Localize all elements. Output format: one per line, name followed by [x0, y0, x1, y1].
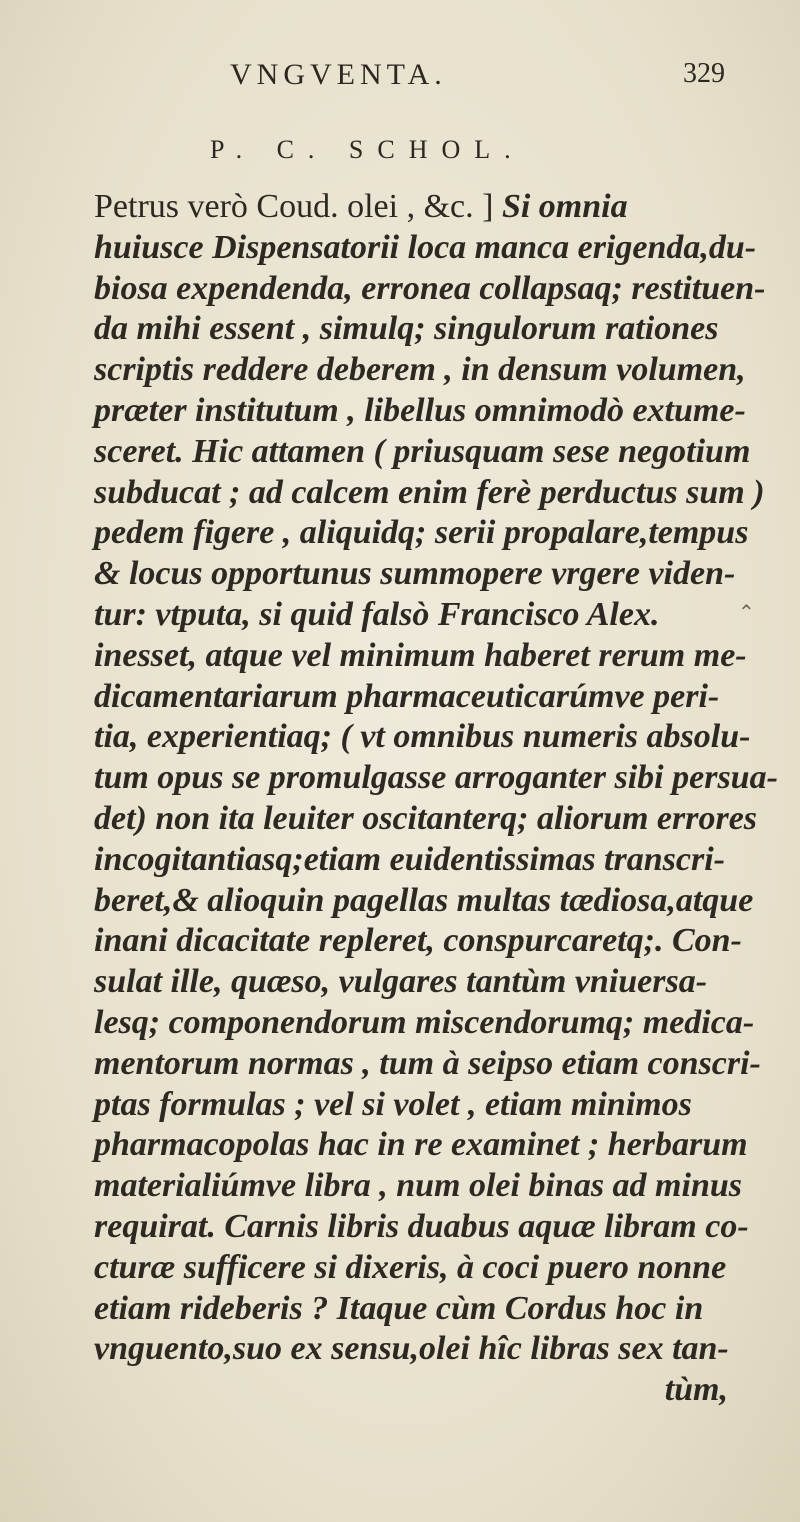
italic-text: tia, experientiaq; ( vt omnibus numeris absolu- [94, 718, 751, 756]
text-line [94, 269, 766, 310]
italic-text: requirat. Carnis libris duabus aquæ libram co- [94, 1207, 749, 1245]
text-line [94, 717, 751, 758]
italic-text: scriptis reddere deberem , in densum volumen, [94, 351, 746, 389]
text-line [94, 391, 746, 432]
italic-text: ptas formulas ; vel si volet , etiam minimos [94, 1085, 692, 1123]
italic-text: incogitantiasq;etiam euidentissimas transcri- [94, 840, 725, 878]
text-line [94, 1003, 755, 1044]
text-line [94, 1248, 734, 1289]
catchword: tùm, [664, 1371, 728, 1409]
text-line [94, 1166, 742, 1207]
text-line [94, 1329, 734, 1370]
text-line [94, 187, 734, 228]
italic-text: det) non ita leuiter oscitanterq; aliorum errores [94, 799, 758, 837]
italic-text: cturæ sufficere si dixeris, à coci puero nonne [94, 1248, 727, 1286]
text-line [94, 962, 734, 1003]
italic-text: beret,& alioquin pagellas multas tædiosa,atque [94, 881, 754, 919]
section-heading: P. C. SCHOL. [210, 135, 525, 164]
margin-mark: ⌃ [738, 602, 755, 624]
italic-text: tur: vtputa, si quid falsò Francisco Alex. [94, 595, 660, 633]
italic-text: materialiúmve libra , num olei binas ad minus [94, 1167, 742, 1205]
text-line [94, 636, 747, 677]
italic-text: & locus opportunus summopere vrgere viden- [94, 555, 736, 593]
text-line [94, 309, 734, 350]
text-line [94, 228, 757, 269]
italic-text: Si omnia [501, 188, 628, 225]
italic-text: pharmacopolas hac in re examinet ; herbarum [94, 1126, 748, 1164]
text-line [94, 1125, 748, 1166]
italic-text: vnguento,suo ex sensu,olei hîc libras sex tan- [94, 1330, 729, 1368]
text-line [94, 799, 758, 840]
italic-text: sulat ille, quæso, vulgares tantùm vniuersa- [94, 963, 708, 1001]
roman-text: Petrus verò Coud. olei , &c. ] [94, 188, 502, 225]
text-line [94, 840, 734, 881]
italic-text: biosa expendenda, erronea collapsaq; restituen- [94, 269, 766, 307]
italic-text: dicamentariarum pharmaceuticarúmve peri- [94, 677, 720, 715]
text-line [94, 554, 734, 595]
italic-text: pedem figere , aliquidq; serii propalare,tempus [94, 514, 749, 552]
italic-text: sceret. Hic attamen ( priusquam sese negotium [94, 432, 751, 470]
text-line [94, 432, 751, 473]
text-line [94, 350, 746, 391]
text-line [94, 1207, 749, 1248]
body-text [94, 187, 778, 1411]
italic-text: mentorum normas , tum à seipso etiam conscri- [94, 1044, 761, 1082]
text-line [94, 921, 742, 962]
italic-text: subducat ; ad calcem enim ferè perductus sum ) [94, 473, 765, 511]
text-line [94, 881, 754, 922]
text-line [94, 595, 734, 636]
text-line [94, 1085, 734, 1126]
text-line [94, 758, 778, 799]
text-line [94, 473, 765, 514]
running-head [0, 58, 800, 98]
italic-text: da mihi essent , simulq; singulorum rationes [94, 310, 719, 348]
italic-text: præter institutum , libellus omnimodò extume- [94, 391, 746, 429]
italic-text: tum opus se promulgasse arroganter sibi persua- [94, 759, 778, 797]
italic-text: inani dicacitate repleret, conspurcaretq;. Con- [94, 922, 742, 960]
italic-text: lesq; componendorum miscendorumq; medica- [94, 1003, 755, 1041]
text-line [94, 513, 749, 554]
text-line [94, 1289, 734, 1330]
running-title: VNGVENTA. [230, 58, 447, 91]
italic-text: inesset, atque vel minimum haberet rerum me- [94, 636, 747, 674]
italic-text: etiam rideberis ? Itaque cùm Cordus hoc in [94, 1289, 704, 1327]
text-line [94, 1044, 761, 1085]
page-number: 329 [683, 58, 725, 89]
text-line [94, 677, 734, 718]
italic-text: huiusce Dispensatorii loca manca erigenda,du- [94, 228, 757, 266]
